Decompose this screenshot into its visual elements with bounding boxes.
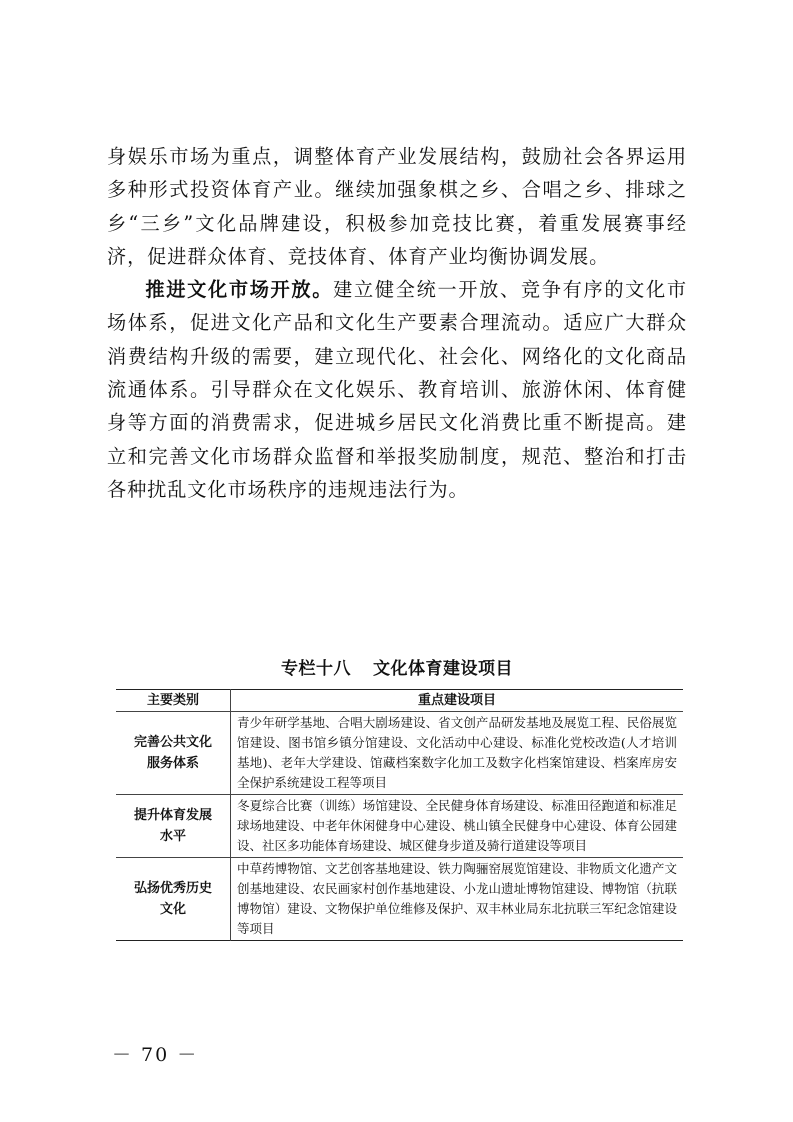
table-header-row	[116, 690, 683, 712]
table-row	[116, 795, 683, 858]
row-category	[116, 858, 231, 941]
paragraph-2	[107, 273, 687, 506]
paragraph-2-body: 建立健全统一开放、竞争有序的文化市场体系，促进文化产品和文化生产要素合理流动。适应广大群众消费结构升级的需要，建立现代化、社会化、网络化的文化商品流通体系。引导群众在文化娱乐、教育培训、旅游休闲、体育健身等方面的消费需求，促进城乡居民文化消费比重不断提高。建立和完善文化市场群众监督和举报奖励制度，规范、整治和打击各种扰乱文化市场秩序的违规违法行为。	[107, 278, 687, 501]
row-projects: 青少年研学基地、合唱大剧场建设、省文创产品研发基地及展览工程、民俗展览馆建设、图书馆乡镇分馆建设、文化活动中心建设、标准化党校改造(人才培训基地)、老年大学建设、馆藏档案数字化加工及数字化档案馆建设、档案库房安全保护系统建设工程等项目	[237, 715, 677, 790]
row-category-line1: 完善公共文化	[133, 735, 212, 750]
row-category-line2: 文化	[159, 902, 186, 917]
table-row	[116, 712, 683, 795]
box-title	[107, 654, 687, 679]
row-category-line2: 服务体系	[146, 756, 199, 771]
body-text	[107, 140, 687, 506]
header-projects: 重点建设项目	[231, 690, 684, 712]
box-title-prefix: 专栏十八	[281, 659, 351, 679]
row-category	[116, 712, 231, 795]
project-table	[116, 689, 683, 941]
row-category-line1: 弘扬优秀历史	[133, 881, 212, 896]
header-category: 主要类别	[116, 690, 231, 712]
row-projects: 中草药博物馆、文艺创客基地建设、铁力陶骊窑展览馆建设、非物质文化遗产文创基地建设、农民画家村创作基地建设、小龙山遗址博物馆建设、博物馆（抗联博物馆）建设、文物保护单位维修及保护、双丰林业局东北抗联三军纪念馆建设等项目	[237, 861, 677, 936]
row-projects: 冬夏综合比赛（训练）场馆建设、全民健身体育场建设、标准田径跑道和标准足球场地建设、中老年休闲健身中心建设、桃山镇全民健身中心建设、体育公园建设、社区多功能体育场建设、城区健身步道及骑行道建设等项目	[237, 798, 677, 853]
table-row	[116, 858, 683, 941]
row-category	[116, 795, 231, 858]
page-number: － 70 －	[112, 1044, 199, 1066]
row-category-line1: 提升体育发展	[133, 808, 212, 823]
paragraph-2-lead: 推进文化市场开放。	[145, 278, 334, 302]
row-category-line2: 水平	[159, 829, 186, 844]
paragraph-1: 身娱乐市场为重点，调整体育产业发展结构，鼓励社会各界运用多种形式投资体育产业。继续加强象棋之乡、合唱之乡、排球之乡“三乡”文化品牌建设，积极参加竞技比赛，着重发展赛事经济，促进群众体育、竞技体育、体育产业均衡协调发展。	[107, 145, 687, 268]
box-title-text: 文化体育建设项目	[373, 659, 513, 679]
